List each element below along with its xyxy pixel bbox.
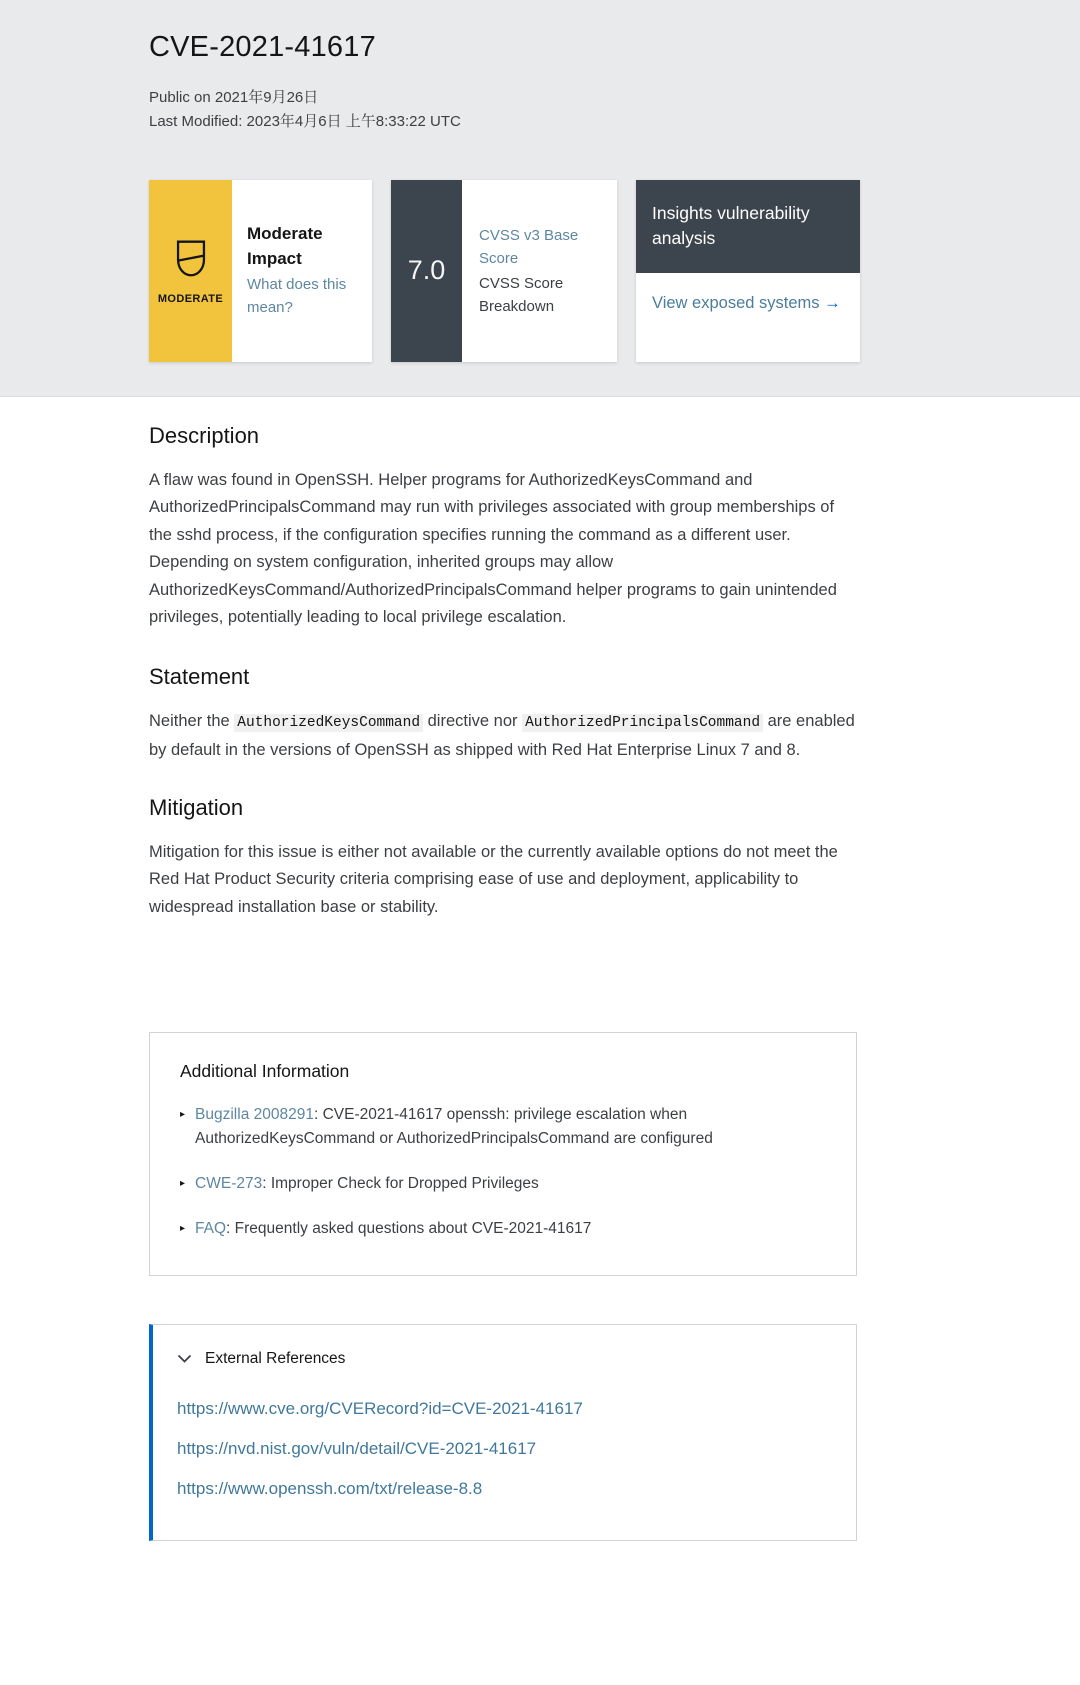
code-authorizedprincipalscommand: AuthorizedPrincipalsCommand [522,714,763,732]
description-heading: Description [149,422,260,448]
statement-text: Neither the AuthorizedKeysCommand directive nor AuthorizedPrincipalsCommand are enabled by default in the versions of OpenSSH as shipped with Red Hat Enterprise Linux 7 and 8. [149,711,855,760]
cvss-score-value: 7.0 [391,180,462,362]
moderate-severity-badge [149,180,232,362]
list-item-text: : Improper Check for Dropped Privileges [262,1175,539,1193]
cve-dates [149,86,1080,134]
cvss-base-score-link[interactable]: CVSS v3 Base Score [479,226,579,267]
external-reference-link-nvd[interactable]: https://nvd.nist.gov/vuln/detail/CVE-2021-41617 [177,1439,537,1459]
page-title: CVE-2021-41617 [149,31,376,63]
right-arrow-icon: → [824,293,841,312]
impact-level-text: Moderate Impact [247,223,323,268]
list-item-text: : CVE-2021-41617 openssh: privilege escalation when AuthorizedKeysCommand or AuthorizedPrincipalsCommand are configured [195,1106,713,1148]
cvss-breakdown-label: CVSS Score Breakdown [479,275,564,315]
cvss-card-body [462,180,617,362]
additional-information-box [149,1032,857,1276]
insights-card-body [636,273,860,334]
description-text: A flaw was found in OpenSSH. Helper programs for AuthorizedKeysCommand and AuthorizedPrincipalsCommand may run with privileges associated with group memberships of the sshd process, if the configuration specifies running the command as a different user. Depending on system configuration, inherited groups may allow AuthorizedKeysCommand/AuthorizedPrincipalsCommand helper programs to gain unintended privileges, potentially leading to local privilege escalation. [149,470,837,627]
list-item [180,1103,826,1151]
list-item [180,1217,826,1241]
triangle-bullet-icon: ▸ [180,1178,186,1190]
mitigation-text: Mitigation for this issue is either not available or the currently available options do not meet the Red Hat Product Security criteria comprising ease of use and deployment, applicability to widespread installation base or stability. [149,842,838,916]
view-exposed-systems-link[interactable]: View exposed systems → [652,293,841,312]
faq-link[interactable]: FAQ [195,1220,227,1238]
external-references-box [149,1324,857,1541]
triangle-bullet-icon: ▸ [180,1109,186,1121]
additional-information-heading: Additional Information [180,1061,350,1082]
severity-badge-label: MODERATE [157,292,224,305]
insights-card [636,180,860,362]
chevron-down-icon [177,1350,192,1368]
statement-heading: Statement [149,663,250,689]
code-authorizedkeyscommand: AuthorizedKeysCommand [234,714,423,732]
insights-card-header: Insights vulnerability analysis [636,180,860,273]
mitigation-heading: Mitigation [149,794,244,820]
summary-cards [149,180,1080,362]
external-reference-link-cve-org[interactable]: https://www.cve.org/CVERecord?id=CVE-2021-41617 [177,1399,583,1419]
external-references-toggle[interactable] [177,1350,830,1368]
external-references-heading: External References [205,1350,346,1368]
cwe-link[interactable]: CWE-273 [195,1175,263,1193]
shield-icon [170,237,212,286]
list-item [180,1172,826,1196]
external-reference-link-openssh[interactable]: https://www.openssh.com/txt/release-8.8 [177,1479,483,1499]
public-date: Public on 2021年9月26日 [149,88,319,106]
last-modified-date: Last Modified: 2023年4月6日 上午8:33:22 UTC [149,112,461,130]
impact-card-body [232,180,372,362]
cve-detail-content [0,421,857,1542]
bugzilla-link[interactable]: Bugzilla 2008291 [195,1106,314,1124]
list-item-text: : Frequently asked questions about CVE-2021-41617 [226,1220,592,1238]
cvss-card [391,180,617,362]
triangle-bullet-icon: ▸ [180,1223,186,1235]
impact-meaning-link[interactable]: What does this mean? [247,276,347,317]
page-header [0,0,1080,397]
impact-card [149,180,372,362]
